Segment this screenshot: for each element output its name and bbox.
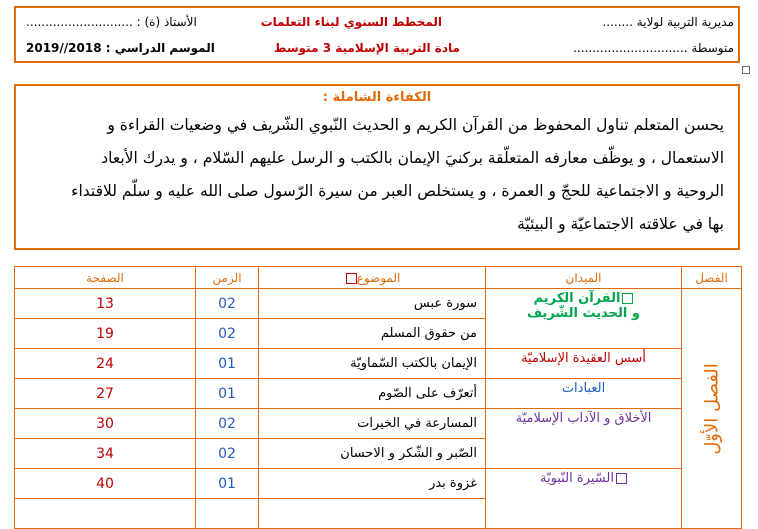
domain-ibadat: العبادات [486, 379, 682, 409]
competency-line: الاستعمال ، و يوظّف معارفه المتعلّقة بركنيَ الإيمان بالكتب و الرسل عليهم السّلام ، و يدرك الأبعاد [101, 149, 724, 167]
competency-title: الكفاءة الشاملة : [322, 90, 432, 105]
plan-table [14, 266, 742, 529]
subject-cell [259, 499, 486, 529]
page-cell: 19 [15, 319, 196, 349]
checkbox-icon [616, 473, 627, 484]
table-row [15, 379, 742, 409]
subject-cell: غزوة بدر [259, 469, 486, 499]
page-cell: 34 [15, 439, 196, 469]
plan-title: المخطط السنوي لبناء التعلمات [260, 15, 442, 29]
competency-line: الروحية و الاجتماعية للحجّ و العمرة ، و يستخلص العبر من سيرة الرّسول صلى الله عليه و سلّم للاقتداء [71, 182, 724, 200]
competency-box [14, 84, 740, 250]
table-row [15, 289, 742, 319]
subject-cell: الصّبر و الشّكر و الاحسان [259, 439, 486, 469]
subject-cell: الإيمان بالكتب السّماويّة [259, 349, 486, 379]
competency-line: يحسن المتعلم تناول المحفوظ من القرآن الكريم و الحديث النّبوي الشّريف في وضعيات القراءة و [107, 116, 724, 134]
domain-quran-line1: القرآن الكريم [533, 291, 621, 306]
header-box [14, 6, 740, 63]
header-subject: الموضوع [259, 267, 486, 289]
table-row [15, 349, 742, 379]
directorate-label: مديرية التربية لولاية ........ [602, 15, 734, 29]
subject-cell: سورة عبس [259, 289, 486, 319]
domain-akhlaq: الأخلاق و الآداب الإسلاميّة [486, 409, 682, 469]
domain-sira [486, 469, 682, 529]
chapter-cell [682, 289, 742, 529]
domain-quran-line2: و الحديث الشّريف [526, 306, 640, 321]
domain-quran [486, 289, 682, 349]
page-cell: 30 [15, 409, 196, 439]
header-duration: الزمن [196, 267, 259, 289]
subject-cell: من حقوق المسلم [259, 319, 486, 349]
header-field: الميدان [486, 267, 682, 289]
duration-cell: 02 [196, 409, 259, 439]
duration-cell [196, 499, 259, 529]
duration-cell: 01 [196, 379, 259, 409]
competency-line: بها في علاقته الاجتماعيّة و البيئيّة [517, 215, 724, 233]
domain-aqida: أسس العقيدة الإسلاميّة [486, 349, 682, 379]
resize-handle[interactable] [742, 66, 750, 74]
page-cell [15, 499, 196, 529]
duration-cell: 01 [196, 469, 259, 499]
duration-cell: 02 [196, 439, 259, 469]
duration-cell: 01 [196, 349, 259, 379]
checkbox-icon [346, 273, 357, 284]
domain-sira-label: السّيرة النّبويّة [540, 471, 614, 486]
header-page: الصفحة [15, 267, 196, 289]
header-chapter: الفصل [682, 267, 742, 289]
subject-label: مادة التربية الإسلامية 3 متوسط [274, 41, 460, 55]
duration-cell: 02 [196, 289, 259, 319]
duration-cell: 02 [196, 319, 259, 349]
page-cell: 40 [15, 469, 196, 499]
page-cell: 27 [15, 379, 196, 409]
table-header-row [15, 267, 742, 289]
table-row [15, 469, 742, 499]
season-label: الموسم الدراسي : 2018//2019 [26, 41, 215, 55]
subject-cell: المسارعة في الخيرات [259, 409, 486, 439]
teacher-label: الأستاذ (ة) : ............................ [26, 15, 197, 29]
table-row [15, 409, 742, 439]
school-label: متوسطة .............................. [573, 41, 734, 55]
checkbox-icon [622, 293, 633, 304]
page-cell: 24 [15, 349, 196, 379]
subject-cell: أتعرّف على الصّوم [259, 379, 486, 409]
chapter-label: الفصل الأوّل [701, 362, 722, 455]
page-cell: 13 [15, 289, 196, 319]
